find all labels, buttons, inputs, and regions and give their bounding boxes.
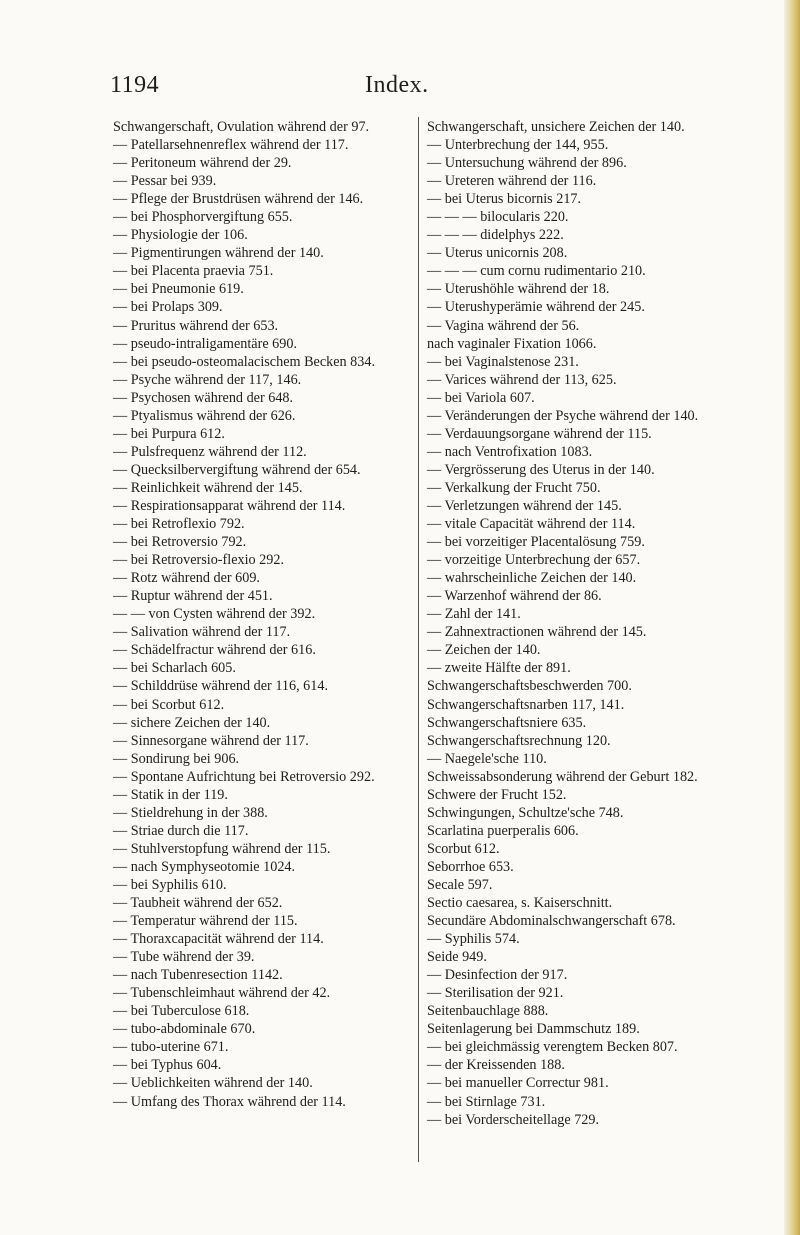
index-entry: — bei Syphilis 610. xyxy=(113,876,227,893)
index-entry: — bei Retroversio 792. xyxy=(113,534,247,551)
index-entry: — Vagina während der 56. xyxy=(427,317,580,334)
index-entry: — Zahl der 141. xyxy=(427,606,521,623)
index-entry: Seitenlagerung bei Dammschutz 189. xyxy=(427,1021,640,1038)
index-entry: — bei Vorderscheitellage 729. xyxy=(427,1111,600,1128)
index-entry: — Tube während der 39. xyxy=(113,949,255,966)
index-entry: — vitale Capacität während der 114. xyxy=(427,516,636,533)
index-entry: — — von Cysten während der 392. xyxy=(113,606,316,623)
index-entry: — Sterilisation der 921. xyxy=(427,985,564,1002)
index-entry: — Salivation während der 117. xyxy=(113,624,291,641)
index-entry: — bei Variola 607. xyxy=(427,389,535,406)
index-entry: — Ptyalismus während der 626. xyxy=(113,407,296,424)
page-number: 1194 xyxy=(110,72,160,98)
index-entry: Scarlatina puerperalis 606. xyxy=(427,822,579,839)
index-entry: Schwere der Frucht 152. xyxy=(427,786,567,803)
index-entry: — Stieldrehung in der 388. xyxy=(113,804,268,821)
running-head: Index. xyxy=(365,72,429,98)
index-entry: — Striae durch die 117. xyxy=(113,822,249,839)
index-entry: — Pessar bei 939. xyxy=(113,173,217,190)
index-entry: — bei Retroversio-flexio 292. xyxy=(113,552,284,569)
index-entry: Secale 597. xyxy=(427,876,493,893)
index-entry: — Pulsfrequenz während der 112. xyxy=(113,443,307,460)
index-entry: — der Kreissenden 188. xyxy=(427,1057,565,1074)
index-entry: — Rotz während der 609. xyxy=(113,570,260,587)
index-entry: Seide 949. xyxy=(427,949,487,966)
index-entry: — nach Ventrofixation 1083. xyxy=(427,443,593,460)
index-entry: Sectio caesarea, s. Kaiserschnitt. xyxy=(427,895,613,912)
index-entry: — Verdauungsorgane während der 115. xyxy=(427,425,652,442)
index-entry: — nach Tubenresection 1142. xyxy=(113,967,283,984)
column-divider xyxy=(418,117,419,1162)
index-entry: — bei Placenta praevia 751. xyxy=(113,263,274,280)
index-entry: — Pruritus während der 653. xyxy=(113,317,279,334)
index-entry: — Uterushöhle während der 18. xyxy=(427,281,610,298)
index-entry: — nach Symphyseotomie 1024. xyxy=(113,858,296,875)
index-entry: — Stuhlverstopfung während der 115. xyxy=(113,840,331,857)
index-entry: Schwangerschaft, unsichere Zeichen der 140. xyxy=(427,119,685,135)
index-entry: — Sondirung bei 906. xyxy=(113,750,240,767)
index-entry: — bei gleichmässig verengtem Becken 807. xyxy=(427,1039,678,1056)
index-entry: — bei pseudo-osteomalacischem Becken 834. xyxy=(113,353,375,370)
index-entry: — Unterbrechung der 144, 955. xyxy=(427,137,609,154)
index-entry: — Taubheit während der 652. xyxy=(113,895,283,912)
index-entry: — Patellarsehnenreflex während der 117. xyxy=(113,137,349,154)
index-entry: — — — cum cornu rudimentario 210. xyxy=(427,263,646,280)
index-entry: — Verkalkung der Frucht 750. xyxy=(427,479,601,496)
left-column xyxy=(113,118,415,1111)
index-entry: — Desinfection der 917. xyxy=(427,967,568,984)
index-entry: — Sinnesorgane während der 117. xyxy=(113,732,309,749)
index-entry: — tubo-abdominale 670. xyxy=(113,1021,256,1038)
index-entry: Schwingungen, Schultze'sche 748. xyxy=(427,804,624,821)
index-entry: — bei Pneumonie 619. xyxy=(113,281,244,298)
index-entry: Schwangerschaftsrechnung 120. xyxy=(427,732,611,749)
index-entry: — bei Phosphorvergiftung 655. xyxy=(113,209,293,226)
index-entry: — Untersuchung während der 896. xyxy=(427,155,627,172)
index-entry: — Temperatur während der 115. xyxy=(113,913,298,930)
index-entry: — bei Scharlach 605. xyxy=(113,660,236,677)
index-entry: — — — bilocularis 220. xyxy=(427,209,569,226)
index-entry: — Warzenhof während der 86. xyxy=(427,588,602,605)
index-entry: — bei Typhus 604. xyxy=(113,1057,222,1074)
index-entry: — bei vorzeitiger Placentalösung 759. xyxy=(427,534,645,551)
index-entry: — bei Retroflexio 792. xyxy=(113,516,245,533)
index-entry: Scorbut 612. xyxy=(427,840,500,857)
index-entry: Seborrhoe 653. xyxy=(427,858,514,875)
index-entry: — bei Uterus bicornis 217. xyxy=(427,191,582,208)
index-entry: — Veränderungen der Psyche während der 140. xyxy=(427,407,699,424)
index-entry: — Ureteren während der 116. xyxy=(427,173,597,190)
index-entry: Schwangerschaftsnarben 117, 141. xyxy=(427,696,625,713)
index-entry: — Syphilis 574. xyxy=(427,931,520,948)
index-entry: — Statik in der 119. xyxy=(113,786,228,803)
index-entry: nach vaginaler Fixation 1066. xyxy=(427,335,597,352)
index-entry: — Umfang des Thorax während der 114. xyxy=(113,1093,346,1110)
index-entry: — bei Scorbut 612. xyxy=(113,696,225,713)
index-entry: — Schädelfractur während der 616. xyxy=(113,642,316,659)
index-entry: — Zeichen der 140. xyxy=(427,642,541,659)
index-entry: — Peritoneum während der 29. xyxy=(113,155,292,172)
index-entry: — Uterus unicornis 208. xyxy=(427,245,568,262)
index-entry: — Verletzungen während der 145. xyxy=(427,497,622,514)
index-entry: — Schilddrüse während der 116, 614. xyxy=(113,678,329,695)
index-entry: — Ruptur während der 451. xyxy=(113,588,273,605)
index-entry: — bei Prolaps 309. xyxy=(113,299,223,316)
index-entry: — bei Stirnlage 731. xyxy=(427,1093,546,1110)
index-entry: — Psychosen während der 648. xyxy=(113,389,294,406)
index-entry: — pseudo-intraligamentäre 690. xyxy=(113,335,297,352)
page-edge-gilding xyxy=(784,0,800,1235)
index-entry: — Pflege der Brustdrüsen während der 146. xyxy=(113,191,364,208)
index-entry: Schwangerschaftsniere 635. xyxy=(427,714,587,731)
index-entry: Schwangerschaftsbeschwerden 700. xyxy=(427,678,632,695)
index-entry: — vorzeitige Unterbrechung der 657. xyxy=(427,552,641,569)
index-entry: — Vergrösserung des Uterus in der 140. xyxy=(427,461,655,478)
index-entry: — Pigmentirungen während der 140. xyxy=(113,245,324,262)
index-entry: Secundäre Abdominalschwangerschaft 678. xyxy=(427,913,676,930)
index-entry: — bei Vaginalstenose 231. xyxy=(427,353,579,370)
index-entry: — bei Tuberculose 618. xyxy=(113,1003,250,1020)
index-entry: — — — didelphys 222. xyxy=(427,227,564,244)
index-entry: — Psyche während der 117, 146. xyxy=(113,371,302,388)
index-entry: — sichere Zeichen der 140. xyxy=(113,714,271,731)
index-entry: Schwangerschaft, Ovulation während der 97. xyxy=(113,119,370,135)
index-entry: — Physiologie der 106. xyxy=(113,227,248,244)
index-entry: — Uterushyperämie während der 245. xyxy=(427,299,645,316)
index-entry: — Naegele'sche 110. xyxy=(427,750,547,767)
index-entry: — Varices während der 113, 625. xyxy=(427,371,617,388)
index-entry: — Thoraxcapacität während der 114. xyxy=(113,931,324,948)
index-entry: — Ueblichkeiten während der 140. xyxy=(113,1075,313,1092)
index-entry: — Zahnextractionen während der 145. xyxy=(427,624,647,641)
index-entry: — wahrscheinliche Zeichen der 140. xyxy=(427,570,637,587)
index-entry: — zweite Hälfte der 891. xyxy=(427,660,571,677)
index-entry: — Respirationsapparat während der 114. xyxy=(113,497,346,514)
index-entry: — Spontane Aufrichtung bei Retroversio 292. xyxy=(113,768,375,785)
index-entry: — bei Purpura 612. xyxy=(113,425,225,442)
index-entry: — Tubenschleimhaut während der 42. xyxy=(113,985,331,1002)
index-entry: — bei manueller Correctur 981. xyxy=(427,1075,609,1092)
index-entry: — Reinlichkeit während der 145. xyxy=(113,479,303,496)
right-column xyxy=(427,118,735,1129)
index-entry: Seitenbauchlage 888. xyxy=(427,1003,549,1020)
index-entry: Schweissabsonderung während der Geburt 182. xyxy=(427,768,698,785)
index-entry: — tubo-uterine 671. xyxy=(113,1039,229,1056)
index-entry: — Quecksilbervergiftung während der 654. xyxy=(113,461,361,478)
